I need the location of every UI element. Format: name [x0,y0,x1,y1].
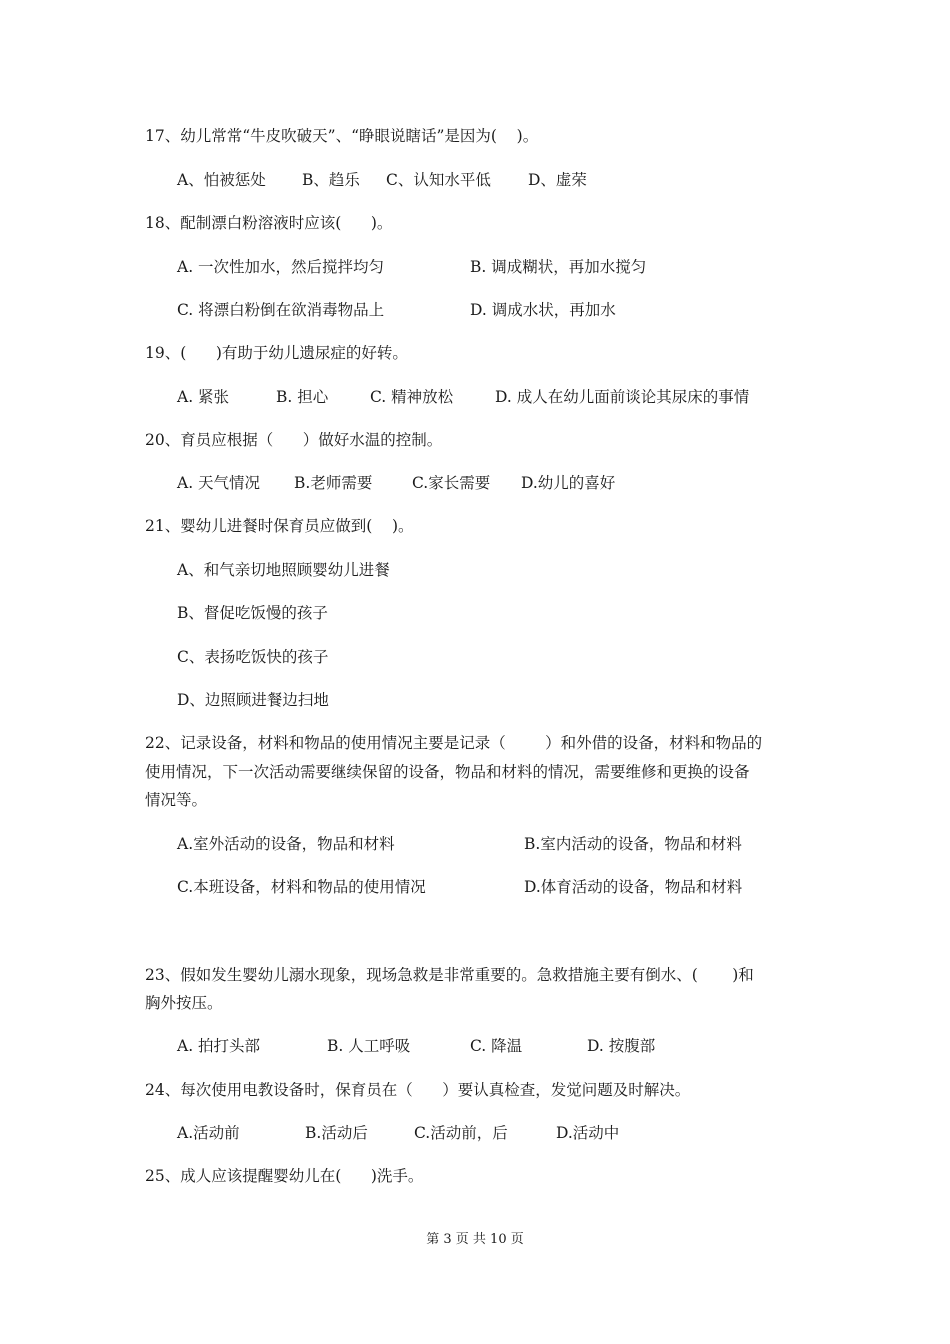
question-17-option-c: C、认知水平低 [386,171,491,189]
question-19-option-a: A. 紧张 [177,388,230,406]
question-22-option-c: C.本班设备，材料和物品的使用情况 [177,878,426,896]
question-24-option-a: A.活动前 [177,1124,240,1142]
question-18-option-d: D. 调成水状，再加水 [470,301,616,319]
page-number-footer: 第 3 页 共 10 页 [426,1232,524,1247]
question-18-option-c: C. 将漂白粉倒在欲消毒物品上 [177,301,385,319]
question-20-option-b: B.老师需要 [294,474,373,492]
question-24-stem: 24、每次使用电教设备时，保育员在（ ）要认真检查，发觉问题及时解决。 [145,1081,691,1099]
question-25-stem: 25、成人应该提醒婴幼儿在( )洗手。 [145,1167,424,1185]
question-18-option-b: B. 调成糊状，再加水搅匀 [470,258,647,276]
question-20-option-d: D.幼儿的喜好 [521,474,616,492]
question-20-option-c: C.家长需要 [412,474,491,492]
question-19-option-b: B. 担心 [276,388,329,406]
question-23-option-b: B. 人工呼吸 [327,1037,411,1055]
question-18-option-a: A. 一次性加水，然后搅拌均匀 [177,258,385,276]
question-17-option-d: D、虚荣 [528,171,587,189]
question-23-stem-line-1: 23、假如发生婴幼儿溺水现象，现场急救是非常重要的。急救措施主要有倒水、( )和 [145,966,754,984]
question-23-option-d: D. 按腹部 [587,1037,656,1055]
question-20-option-a: A. 天气情况 [177,474,261,492]
question-22-stem-line-1: 22、记录设备，材料和物品的使用情况主要是记录（ ）和外借的设备，材料和物品的 [145,734,763,752]
question-22-stem-line-2: 使用情况，下一次活动需要继续保留的设备，物品和材料的情况，需要维修和更换的设备 [145,763,750,781]
question-18-stem: 18、配制漂白粉溶液时应该( )。 [145,214,393,232]
question-24-option-d: D.活动中 [556,1124,620,1142]
question-22-option-a: A.室外活动的设备，物品和材料 [177,835,395,853]
question-22-option-b: B.室内活动的设备，物品和材料 [524,835,742,853]
question-19-option-d: D. 成人在幼儿面前谈论其尿床的事情 [495,388,750,406]
question-24-option-c: C.活动前，后 [414,1124,508,1142]
question-23-stem-line-2: 胸外按压。 [145,994,223,1012]
question-21-option-d: D、边照顾进餐边扫地 [177,691,329,709]
question-19-option-c: C. 精神放松 [370,388,454,406]
question-21-option-b: B、督促吃饭慢的孩子 [177,604,328,622]
question-20-stem: 20、育员应根据（ ）做好水温的控制。 [145,431,443,449]
question-21-option-c: C、表扬吃饭快的孩子 [177,648,329,666]
question-17-stem: 17、幼儿常常“牛皮吹破天”、“睁眼说瞎话”是因为( )。 [145,127,539,145]
question-21-option-a: A、和气亲切地照顾婴幼儿进餐 [177,561,390,579]
question-21-stem: 21、婴幼儿进餐时保育员应做到( )。 [145,517,414,535]
question-22-stem-line-3: 情况等。 [145,791,208,809]
question-17-option-b: B、趋乐 [302,171,360,189]
question-23-option-c: C. 降温 [470,1037,523,1055]
question-23-option-a: A. 拍打头部 [177,1037,261,1055]
question-22-option-d: D.体育活动的设备，物品和材料 [524,878,743,896]
question-19-stem: 19、( )有助于幼儿遗尿症的好转。 [145,344,408,362]
question-17-option-a: A、怕被惩处 [177,171,266,189]
question-24-option-b: B.活动后 [305,1124,368,1142]
